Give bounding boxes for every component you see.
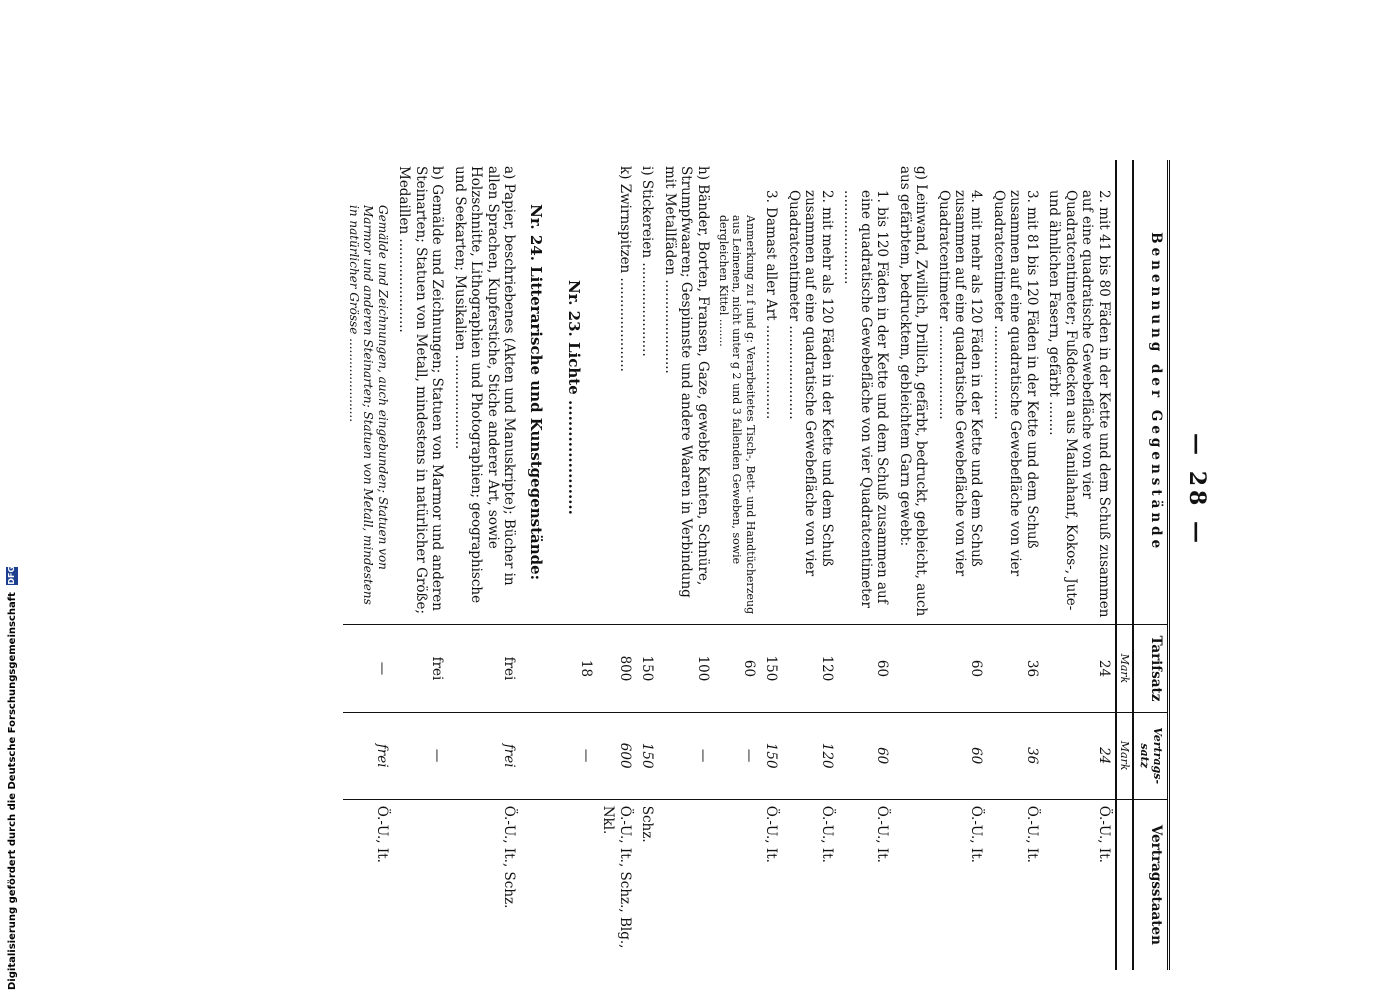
tarif-value: —: [343, 625, 393, 712]
table-row: [782, 160, 837, 970]
item-description: Gemälde und Zeichnungen, auch eingebunden; Statuen von Marmor und anderen Steinarten; Statuen von Metall, mindestens in natürlicher Grösse ......................: [346, 205, 390, 605]
vertrag-value: 150: [636, 712, 658, 799]
table-row: [714, 160, 760, 970]
vertragsstaaten-value: Ö.-U., It.: [782, 799, 837, 970]
dfg-logo: DFG: [7, 565, 16, 585]
vertragsstaaten-value: Ö.-U., It., Schz.: [448, 799, 520, 970]
vertrag-value: frei: [343, 712, 393, 799]
vertragsstaaten-value: [893, 799, 932, 970]
vertragsstaaten-value: [714, 799, 760, 970]
tarif-value: 24: [1043, 625, 1116, 712]
tarif-value: frei: [448, 625, 520, 712]
item-description: 1. bis 120 Fäden in der Kette und dem Schuß zusammen auf eine quadratische Gewebefläche von vier Quadratcentimeter ......................: [841, 190, 891, 608]
header-name: Benennung der Gegenstände: [1133, 160, 1168, 625]
tarif-value: 36: [988, 625, 1043, 712]
table-units-row: [1116, 160, 1133, 970]
tarif-value: 100: [658, 625, 713, 712]
table-row: [597, 160, 636, 970]
vertrag-value: 60: [838, 712, 893, 799]
units-empty-staaten: [1116, 799, 1133, 970]
table-row: [760, 160, 782, 970]
table-row: [932, 160, 987, 970]
item-description: i) Stickereien ......................: [639, 166, 656, 357]
item-description: Nr. 23. Lichte ......................: [564, 280, 583, 515]
tarif-value: 800: [597, 625, 636, 712]
unit-vertrag: Mark: [1116, 712, 1133, 799]
page-number: — 28 —: [1184, 433, 1210, 547]
vertragsstaaten-value: [393, 799, 448, 970]
vertragsstaaten-value: Ö.-U., It.: [343, 799, 393, 970]
item-description: 2. mit mehr als 120 Fäden in der Kette und dem Schuß zusammen auf eine quadratische Gewebefläche von vier Quadratcentimeter ......................: [785, 190, 835, 577]
vertrag-value: [520, 712, 558, 799]
vertrag-value: 36: [988, 712, 1043, 799]
vertrag-value: 150: [760, 712, 782, 799]
vertragsstaaten-value: Ö.-U., It.: [838, 799, 893, 970]
vertrag-value: 60: [932, 712, 987, 799]
vertrag-value: 600: [597, 712, 636, 799]
tarif-value: [520, 625, 558, 712]
item-description: g) Leinwand, Zwillich, Drillich, gefärbt, bedruckt, gebleicht, auch aus gefärbtem, bedrucktem, gebleichtem Garn gewebt:: [896, 166, 930, 617]
item-description: 4. mit mehr als 120 Fäden in der Kette und dem Schuß zusammen auf eine quadratische Gewebefläche von vier Quadratcentimeter ......................: [935, 190, 985, 577]
vertrag-value: 24: [1043, 712, 1116, 799]
item-description: h) Bänder, Borten, Fransen, Gaze, gewebte Kanten, Schnüre, Strumpfwaaren; Gespinnste und andere Waaren in Verbindung mit Metallfäden ......................: [661, 166, 711, 598]
unit-tarif: Mark: [1116, 625, 1133, 712]
units-empty: [1116, 160, 1133, 625]
item-description: k) Zwirnspitzen ......................: [616, 166, 633, 372]
vertrag-value: frei: [448, 712, 520, 799]
vertragsstaaten-value: Ö.-U., It.: [1043, 799, 1116, 970]
vertragsstaaten-value: Ö.-U., It., Schz., Blg., Nkl.: [597, 799, 636, 970]
vertragsstaaten-value: Ö.-U., It.: [932, 799, 987, 970]
vertrag-value: —: [714, 712, 760, 799]
vertrag-value: —: [393, 712, 448, 799]
table-row: [636, 160, 658, 970]
rotated-tariff-sheet: [148, 0, 1218, 990]
funding-text: Digitalisierung gefördert durch die Deutsche Forschungsgemeinschaft: [7, 592, 18, 990]
tarif-value: 18: [559, 625, 597, 712]
table-body: [343, 160, 1116, 970]
table-row: [658, 160, 713, 970]
tariff-table: [343, 160, 1170, 970]
funding-note: [6, 567, 18, 990]
vertragsstaaten-value: Ö.-U., It.: [760, 799, 782, 970]
vertragsstaaten-value: Ö.-U., It.: [988, 799, 1043, 970]
table-row: [893, 160, 932, 970]
table-row: [1043, 160, 1116, 970]
header-staaten: Vertragsstaaten: [1133, 799, 1168, 970]
header-vertrag: Vertrags-satz: [1133, 712, 1168, 799]
table-row: [393, 160, 448, 970]
vertragsstaaten-value: [520, 799, 558, 970]
item-description: Anmerkung zu f und g: Verarbeitetes Tisch-, Bett- und Handtücherzeug aus Leinenen, nicht unter g 2 und 3 fallenden Geweben, sowie dergleichen Kittel ........: [717, 215, 757, 615]
vertrag-value: [893, 712, 932, 799]
item-description: Nr. 24. Litterarische und Kunstgegenstände:: [526, 204, 545, 581]
tarif-value: frei: [393, 625, 448, 712]
item-description: 3. Damast aller Art ......................: [763, 190, 780, 420]
header-tarif: Tarifsatz: [1133, 625, 1168, 712]
tarif-value: 60: [932, 625, 987, 712]
table-header-row: [1133, 160, 1168, 970]
vertrag-value: —: [559, 712, 597, 799]
vertragsstaaten-value: [559, 799, 597, 970]
tarif-value: 150: [760, 625, 782, 712]
table-row: [448, 160, 520, 970]
vertragsstaaten-value: [658, 799, 713, 970]
vertrag-value: 120: [782, 712, 837, 799]
tarif-value: 120: [782, 625, 837, 712]
vertragsstaaten-value: Schz.: [636, 799, 658, 970]
item-description: a) Papier, beschriebenes (Akten und Manuskripte); Bücher in allen Sprachen, Kupferstiche, Stiche anderer Art, sowie Holzschnitte, Lithographien und Photographien; geographische und Seekarten; Musikalien ......................: [451, 166, 518, 604]
table-row: [343, 160, 393, 970]
table-row: [988, 160, 1043, 970]
item-description: b) Gemälde und Zeichnungen; Statuen von Marmor und anderen Steinarten; Statuen von Metall, mindestens in natürlicher Größe; Medaillen ......................: [396, 166, 446, 615]
item-description: 3. mit 81 bis 120 Fäden in der Kette und dem Schuß zusammen auf eine quadratische Gewebefläche von vier Quadratcentimeter ......................: [990, 190, 1040, 577]
tarif-value: 150: [636, 625, 658, 712]
item-description: 2. mit 41 bis 80 Fäden in der Kette und dem Schuß zusammen auf eine quadratische Gewebefläche von vier Quadratcentimeter; Fußdecken aus Manilahanf, Kokos-, Jute- und ähnlichen Fasern, gefärbt ........: [1046, 190, 1112, 618]
table-row: [838, 160, 893, 970]
table-row: [520, 160, 558, 970]
tarif-value: [893, 625, 932, 712]
vertrag-value: —: [658, 712, 713, 799]
table-row: [559, 160, 597, 970]
tarif-value: 60: [714, 625, 760, 712]
tarif-value: 60: [838, 625, 893, 712]
